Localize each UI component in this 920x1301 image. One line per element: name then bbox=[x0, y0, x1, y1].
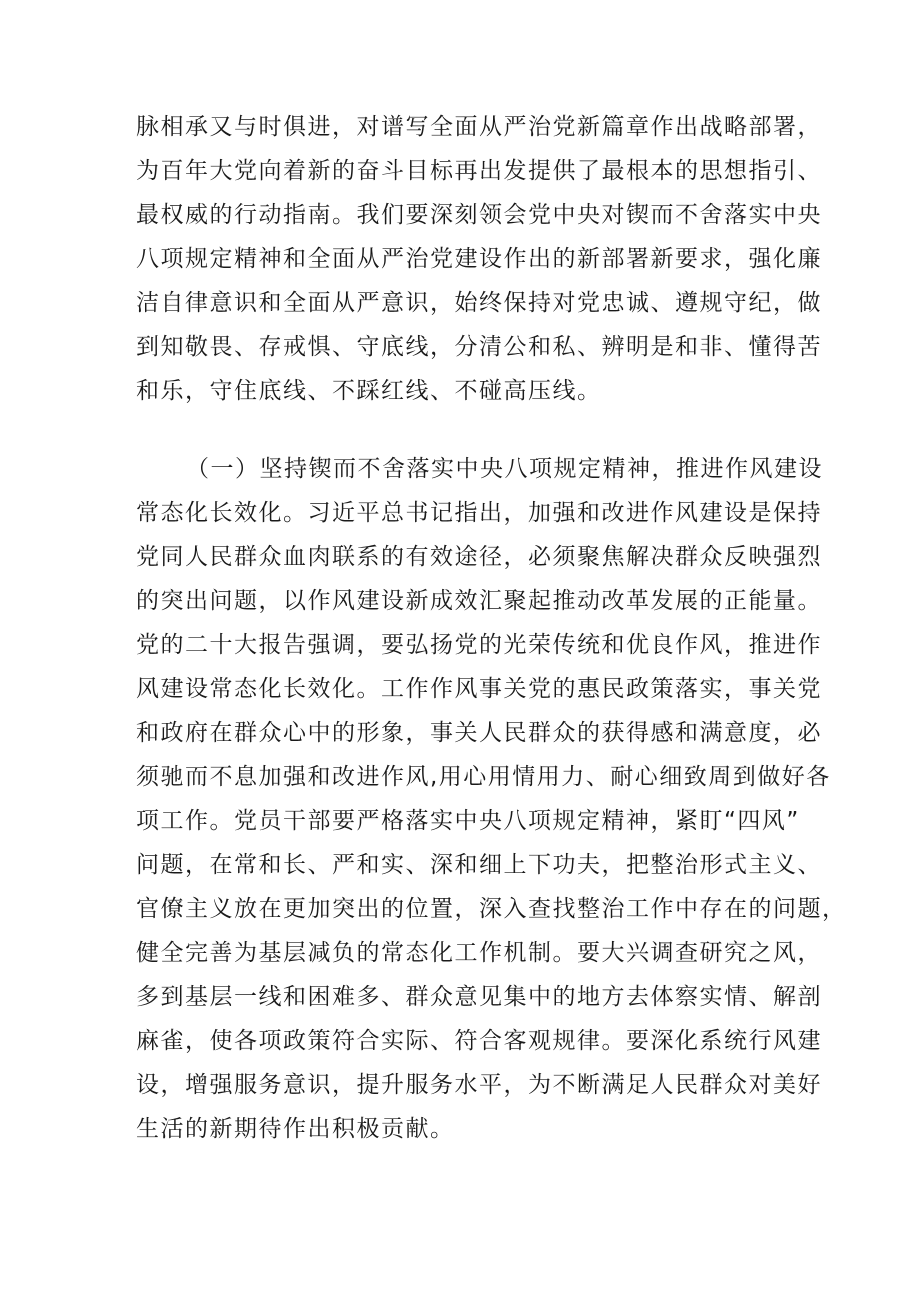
text-line: 党同人民群众血肉联系的有效途径，必须聚焦解决群众反映强烈 bbox=[136, 544, 822, 570]
text-line: 麻雀，使各项政策符合实际、符合客观规律。要深化系统行风建 bbox=[136, 1028, 822, 1054]
text-line: 健全完善为基层减负的常态化工作机制。要大兴调查研究之风， bbox=[136, 940, 822, 966]
text-line: 官僚主义放在更加突出的位置，深入查找整治工作中存在的问题， bbox=[136, 896, 847, 922]
text-line: 和政府在群众心中的形象，事关人民群众的获得感和满意度，必 bbox=[136, 720, 822, 746]
text-line: 风建设常态化长效化。工作作风事关党的惠民政策落实，事关党 bbox=[136, 676, 822, 702]
text-line: 最权威的行动指南。我们要深刻领会党中央对锲而不舍落实中央 bbox=[136, 202, 822, 228]
text-line: 多到基层一线和困难多、群众意见集中的地方去体察实情、解剖 bbox=[136, 984, 822, 1010]
text-line: 常态化长效化。习近平总书记指出，加强和改进作风建设是保持 bbox=[136, 500, 822, 526]
text-line: 八项规定精神和全面从严治党建设作出的新部署新要求，强化廉 bbox=[136, 246, 822, 272]
text-line: 的突出问题，以作风建设新成效汇聚起推动改革发展的正能量。 bbox=[136, 588, 822, 614]
text-line: 和乐，守住底线、不踩红线、不碰高压线。 bbox=[136, 378, 602, 404]
text-line: 脉相承又与时俱进，对谱写全面从严治党新篇章作出战略部署， bbox=[136, 114, 822, 140]
text-line: 项工作。党员干部要严格落实中央八项规定精神，紧盯“四风” bbox=[136, 808, 800, 834]
text-line: 生活的新期待作出积极贡献。 bbox=[136, 1116, 455, 1142]
section-heading-line: （一）坚持锲而不舍落实中央八项规定精神，推进作风建设 bbox=[186, 456, 823, 482]
text-line: 设，增强服务意识，提升服务水平，为不断满足人民群众对美好 bbox=[136, 1072, 822, 1098]
text-line: 到知敬畏、存戒惧、守底线，分清公和私、辨明是和非、懂得苦 bbox=[136, 334, 822, 360]
text-line: 党的二十大报告强调，要弘扬党的光荣传统和优良作风，推进作 bbox=[136, 632, 822, 658]
text-line: 为百年大党向着新的奋斗目标再出发提供了最根本的思想指引、 bbox=[136, 158, 822, 184]
text-line: 须驰而不息加强和改进作风,用心用情用力、耐心细致周到做好各 bbox=[136, 764, 831, 790]
text-line: 洁自律意识和全面从严意识，始终保持对党忠诚、遵规守纪，做 bbox=[136, 290, 822, 316]
text-line: 问题，在常和长、严和实、深和细上下功夫，把整治形式主义、 bbox=[136, 852, 822, 878]
